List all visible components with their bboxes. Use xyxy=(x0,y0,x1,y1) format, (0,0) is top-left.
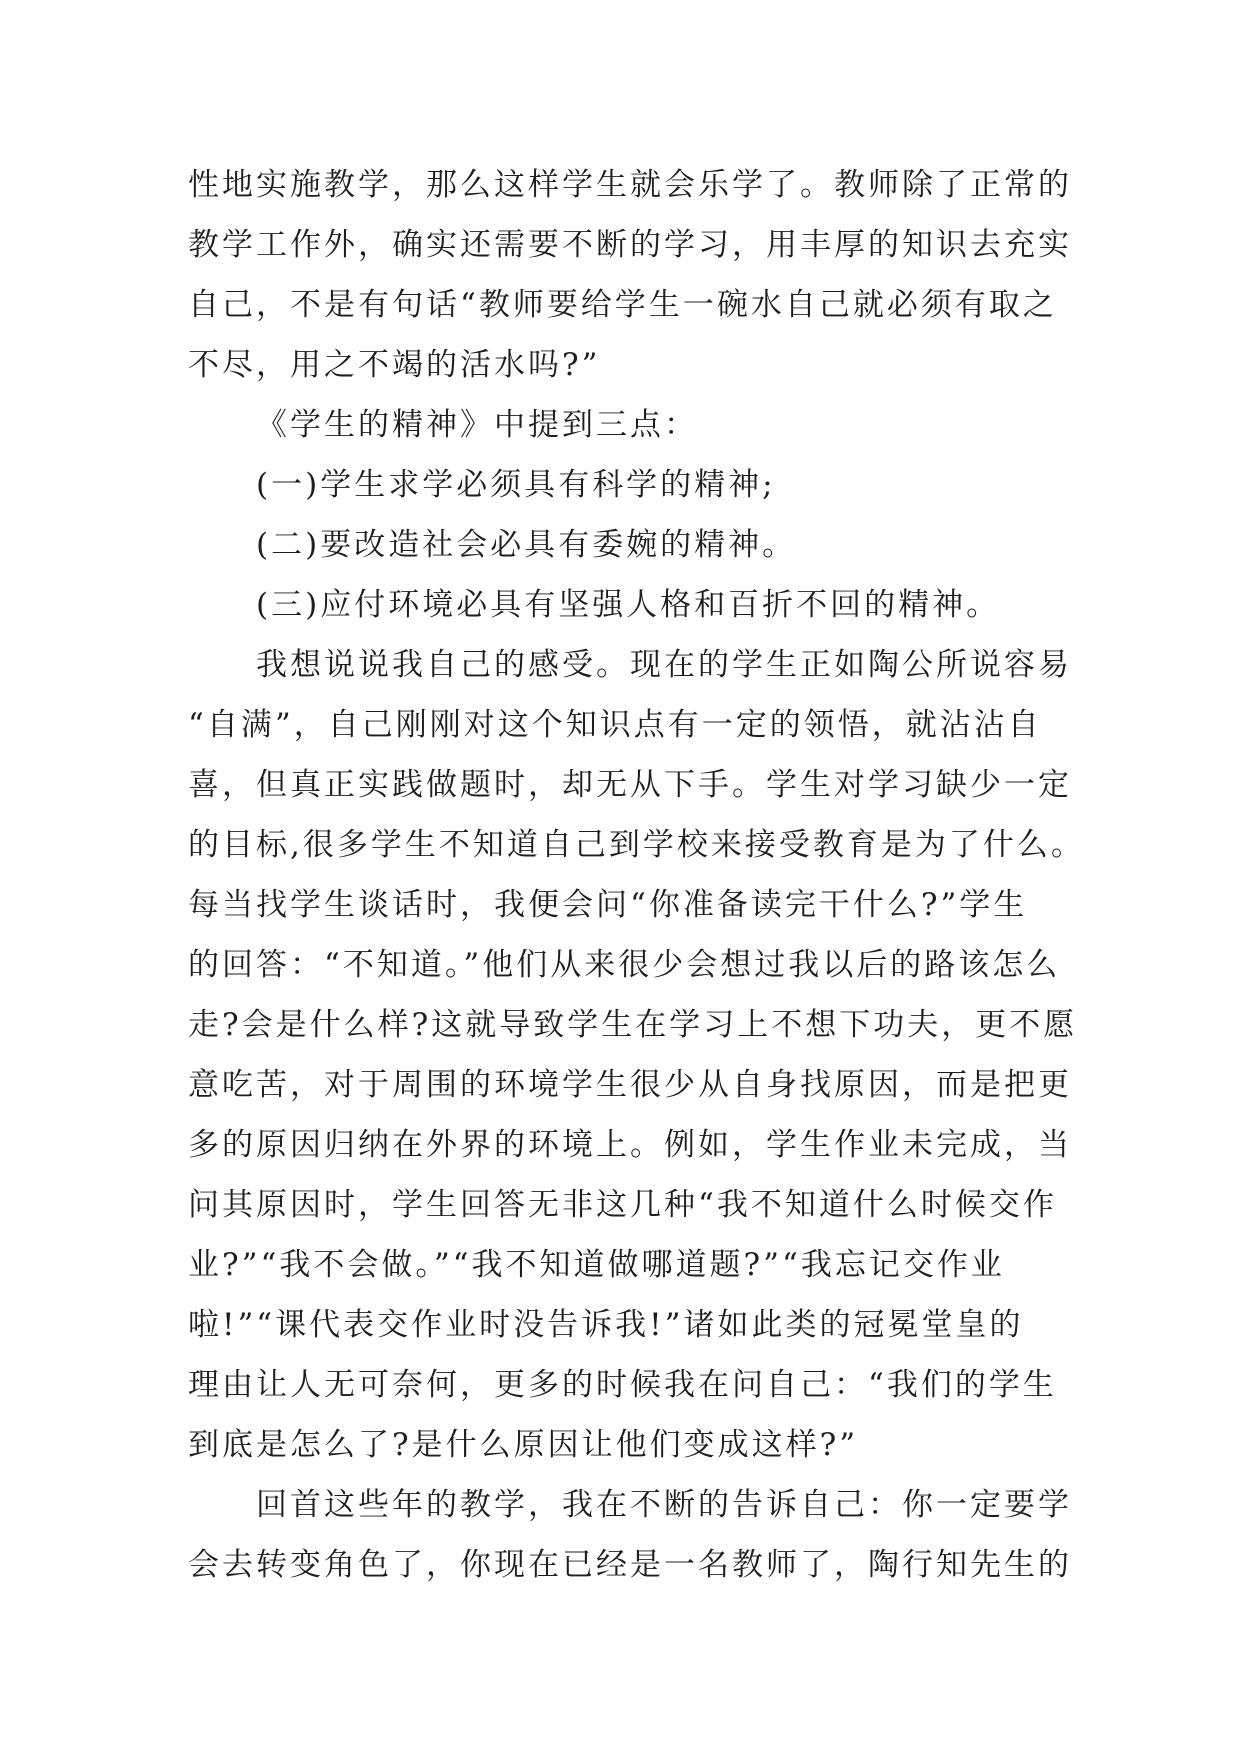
text-line: 业?”“我不会做。”“我不知道做哪道题?”“我忘记交作业 xyxy=(188,1247,1005,1283)
text-line: “自满”，自己刚刚对这个知识点有一定的领悟，就沾沾自 xyxy=(188,707,1042,743)
text-line: 理由让人无可奈何，更多的时候我在问自己：“我们的学生 xyxy=(188,1367,1057,1403)
list-item: (二)要改造社会必具有委婉的精神。 xyxy=(256,527,797,563)
text-line: 的回答：“不知道。”他们从来很少会想过我以后的路该怎么 xyxy=(188,947,1061,983)
document-body xyxy=(188,155,1085,1595)
text-line: 自己，不是有句话“教师要给学生一碗水自己就必须有取之 xyxy=(188,287,1057,323)
text-line: 教学工作外，确实还需要不断的学习，用丰厚的知识去充实 xyxy=(188,227,1072,263)
text-line: 啦!”“课代表交作业时没告诉我!”诸如此类的冠冕堂皇的 xyxy=(188,1307,1024,1343)
paragraph-3 xyxy=(188,635,1085,1475)
text-line: 每当找学生谈话时，我便会问“你准备读完干什么?”学生 xyxy=(188,887,1028,923)
text-line: 的目标,很多学生不知道自己到学校来接受教育是为了什么。 xyxy=(188,827,1085,863)
list xyxy=(188,455,1056,635)
paragraph-2: 《学生的精神》中提到三点： xyxy=(256,407,698,443)
text-line: 回首这些年的教学，我在不断的告诉自己：你一定要学 xyxy=(256,1487,1072,1523)
list-item: (一)学生求学必须具有科学的精神; xyxy=(256,467,776,503)
text-line: 到底是怎么了?是什么原因让他们变成这样?” xyxy=(188,1427,859,1463)
text-line: 不尽，用之不竭的活水吗?” xyxy=(188,347,601,383)
text-line: 会去转变角色了，你现在已经是一名教师了，陶行知先生的 xyxy=(188,1547,1072,1583)
list-item: (三)应付环境必具有坚强人格和百折不回的精神。 xyxy=(256,587,1001,623)
text-line: 意吃苦，对于周围的环境学生很少从自身找原因，而是把更 xyxy=(188,1067,1072,1103)
paragraph-1 xyxy=(188,155,1072,395)
text-line: 走?会是什么样?这就导致学生在学习上不想下功夫，更不愿 xyxy=(188,1007,1078,1043)
paragraph-4 xyxy=(188,1475,1072,1595)
text-line: 性地实施教学，那么这样学生就会乐学了。教师除了正常的 xyxy=(188,167,1072,203)
text-line: 喜，但真正实践做题时，却无从下手。学生对学习缺少一定 xyxy=(188,767,1072,803)
text-line: 多的原因归纳在外界的环境上。例如，学生作业未完成，当 xyxy=(188,1127,1072,1163)
text-line: 问其原因时，学生回答无非这几种“我不知道什么时候交作 xyxy=(188,1187,1057,1223)
text-line: 我想说说我自己的感受。现在的学生正如陶公所说容易 xyxy=(256,647,1072,683)
